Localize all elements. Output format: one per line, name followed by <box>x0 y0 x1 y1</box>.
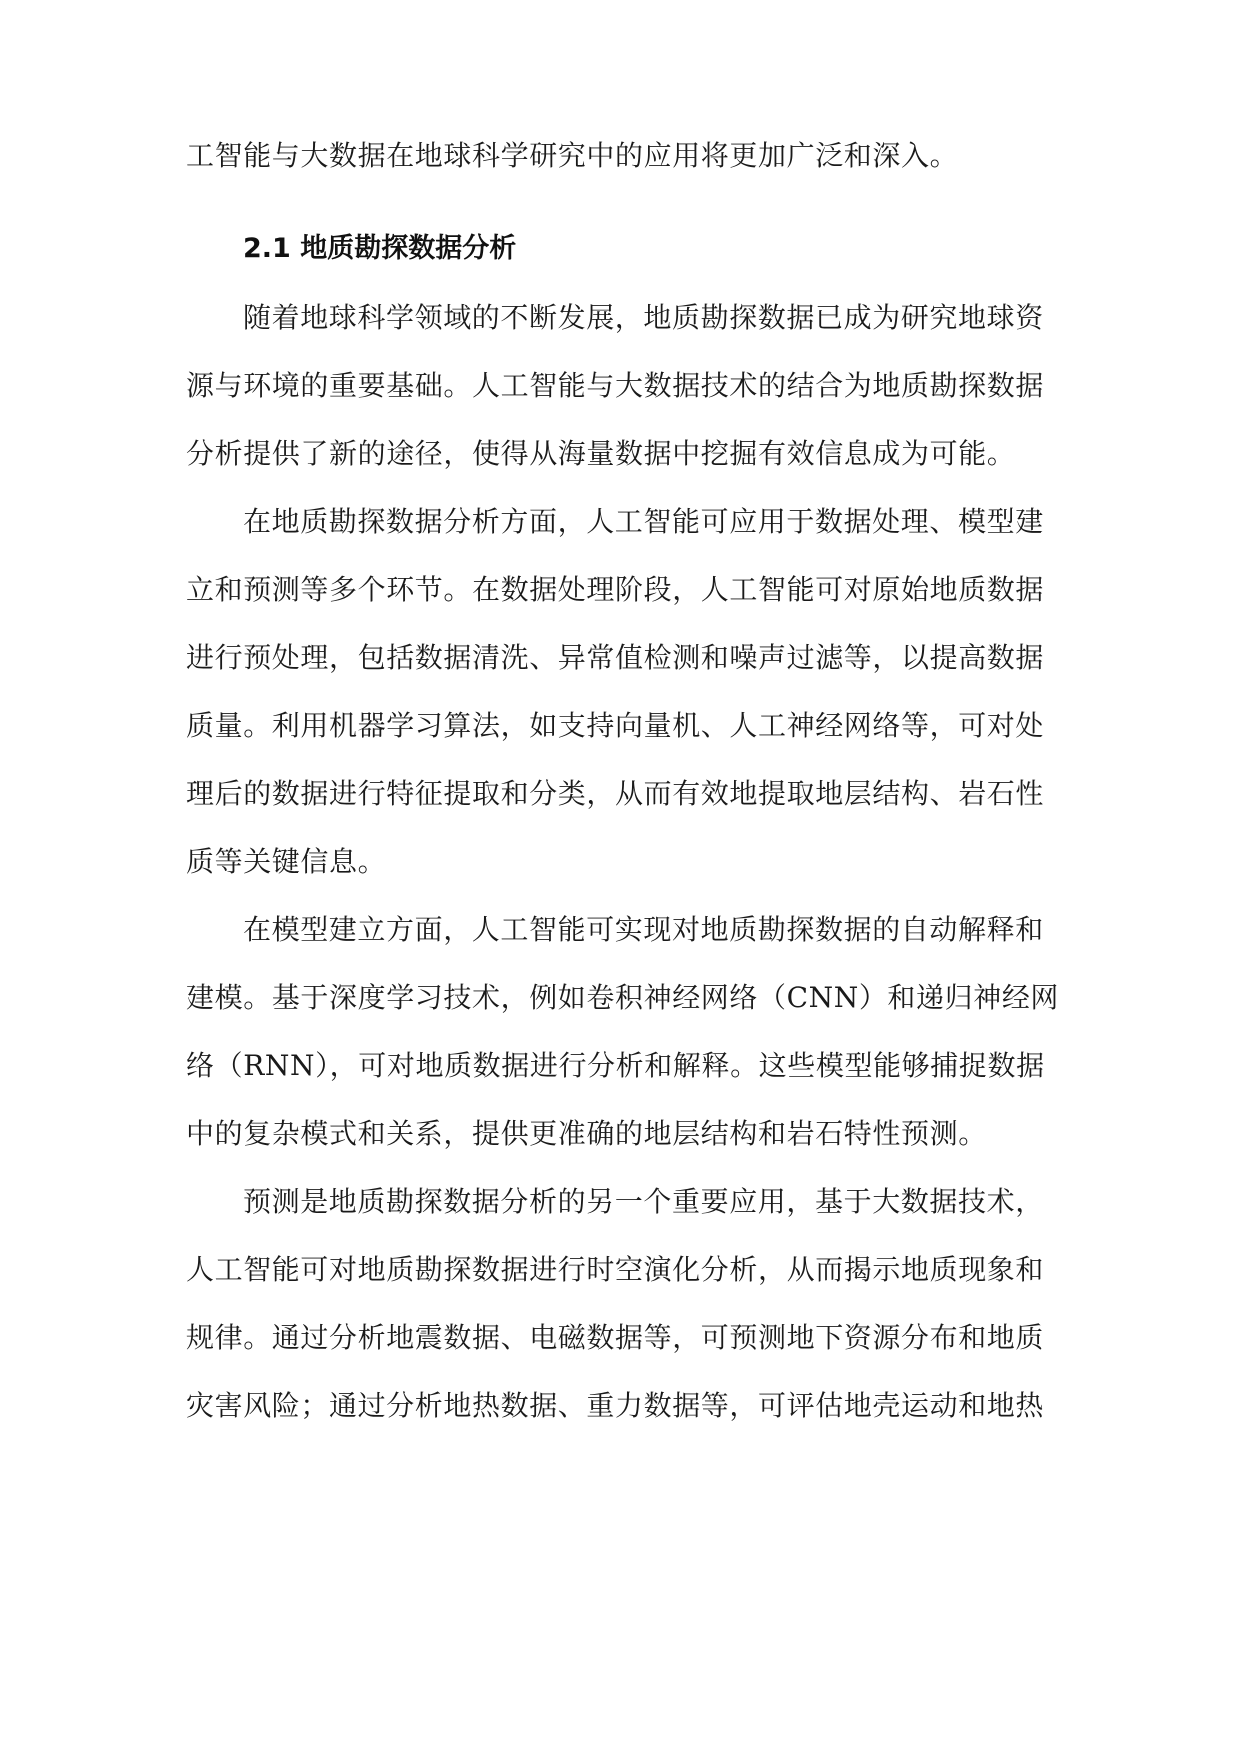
paragraph-line: 在模型建立方面，人工智能可实现对地质勘探数据的自动解释和 <box>243 913 1044 946</box>
paragraph-line: 源与环境的重要基础。人工智能与大数据技术的结合为地质勘探数据 <box>186 369 1045 402</box>
paragraph-line: 规律。通过分析地震数据、电磁数据等，可预测地下资源分布和地质 <box>186 1321 1045 1354</box>
paragraph-line: 随着地球科学领域的不断发展，地质勘探数据已成为研究地球资 <box>243 301 1044 334</box>
paragraph-line: 建模。基于深度学习技术，例如卷积神经网络（CNN）和递归神经网 <box>186 981 1060 1014</box>
paragraph-line: 络（RNN），可对地质数据进行分析和解释。这些模型能够捕捉数据 <box>186 1049 1045 1082</box>
intro-tail-line: 工智能与大数据在地球科学研究中的应用将更加广泛和深入。 <box>186 139 959 172</box>
paragraph-line: 质量。利用机器学习算法，如支持向量机、人工神经网络等，可对处 <box>186 709 1045 742</box>
paragraph-line: 灾害风险；通过分析地热数据、重力数据等，可评估地壳运动和地热 <box>186 1389 1045 1422</box>
paragraph-line: 理后的数据进行特征提取和分类，从而有效地提取地层结构、岩石性 <box>186 777 1045 810</box>
paragraph-line: 在地质勘探数据分析方面，人工智能可应用于数据处理、模型建 <box>243 505 1044 538</box>
section-heading: 2.1 地质勘探数据分析 <box>243 233 517 264</box>
paragraph-line: 分析提供了新的途径，使得从海量数据中挖掘有效信息成为可能。 <box>186 437 1016 470</box>
paragraph-line: 中的复杂模式和关系，提供更准确的地层结构和岩石特性预测。 <box>186 1117 987 1150</box>
paragraph-line: 预测是地质勘探数据分析的另一个重要应用，基于大数据技术， <box>243 1185 1044 1218</box>
paragraph-line: 人工智能可对地质勘探数据进行时空演化分析，从而揭示地质现象和 <box>186 1253 1045 1286</box>
paragraph-line: 进行预处理，包括数据清洗、异常值检测和噪声过滤等，以提高数据 <box>186 641 1045 674</box>
paragraph-line: 立和预测等多个环节。在数据处理阶段，人工智能可对原始地质数据 <box>186 573 1045 606</box>
paragraph-line: 质等关键信息。 <box>186 845 387 878</box>
